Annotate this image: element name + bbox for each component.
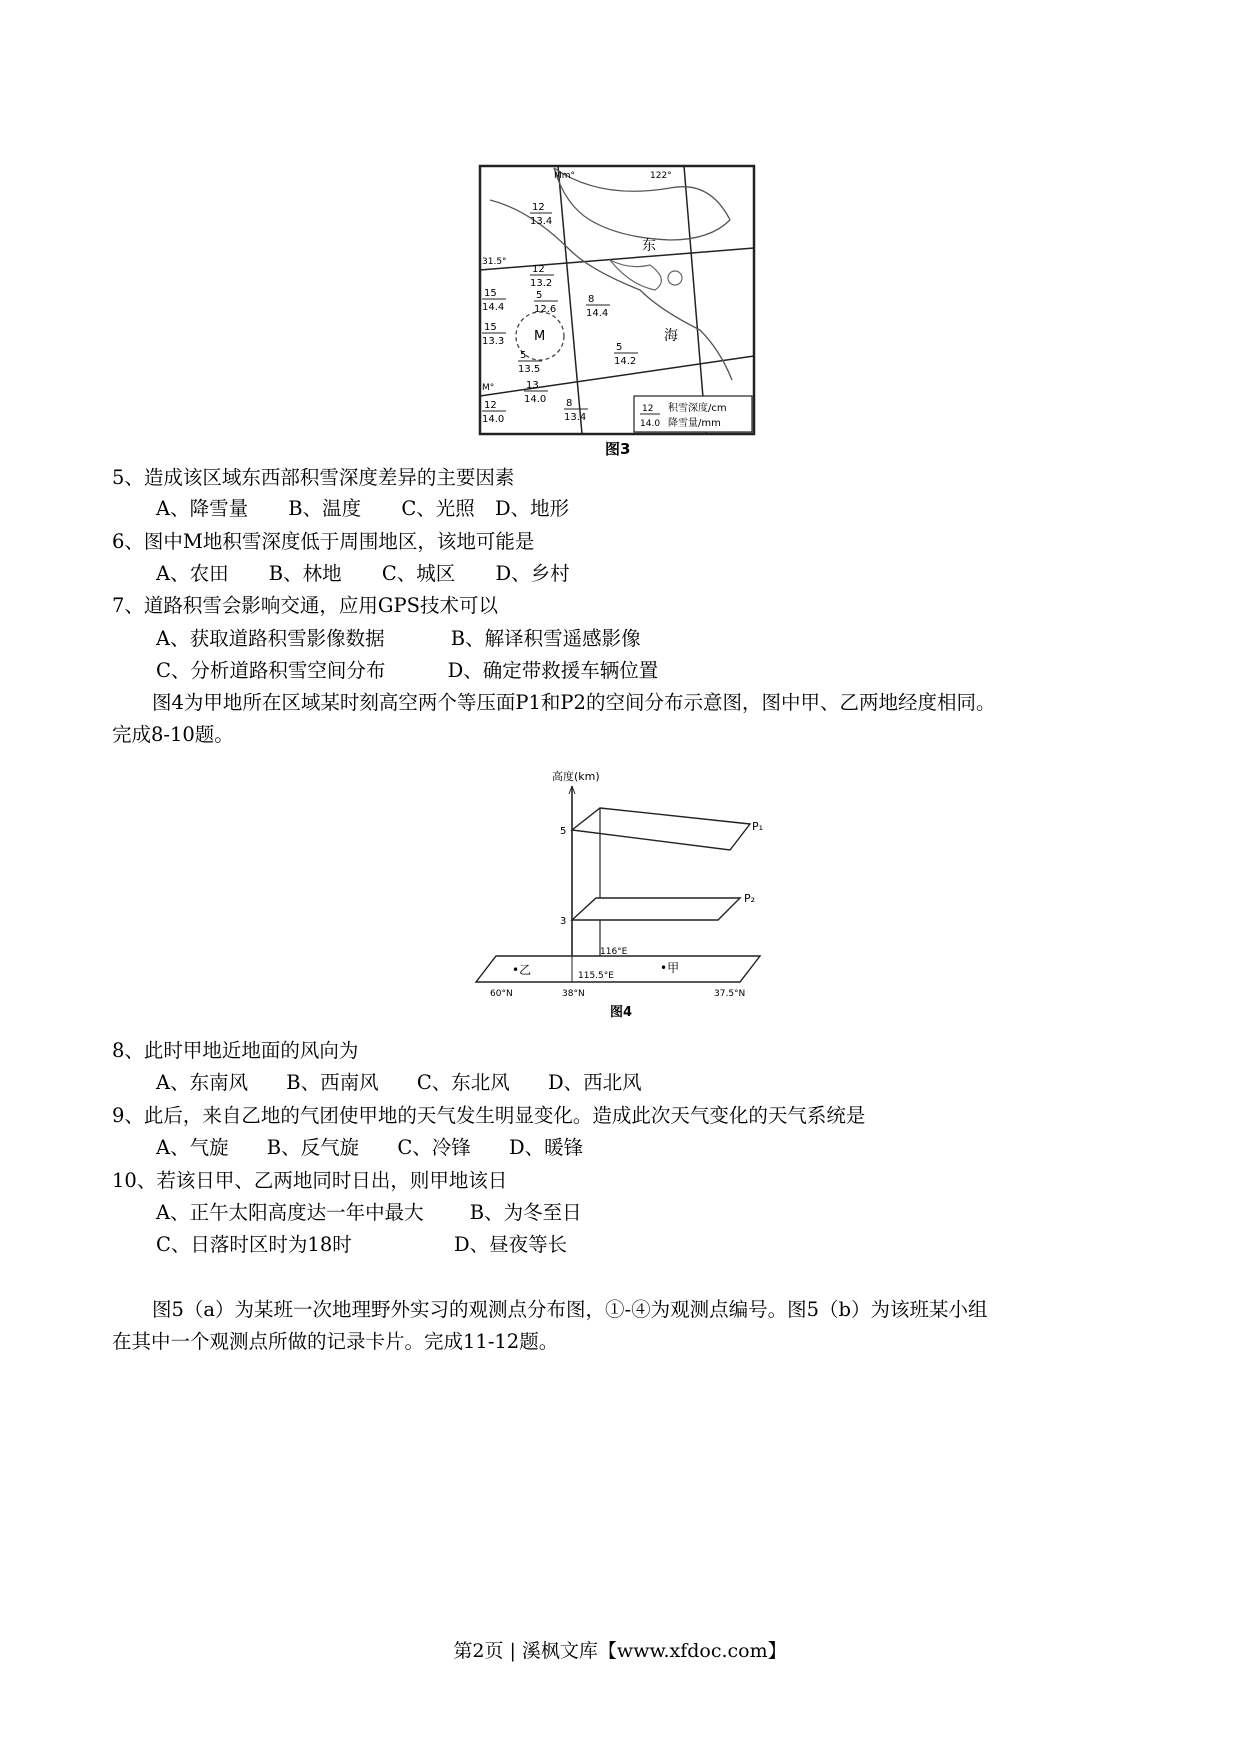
lon-bottom-label: 115.5°E <box>578 971 614 981</box>
y-axis-label: 高度(km) <box>552 770 600 783</box>
option-c: C、东北风 <box>416 1071 510 1094</box>
point-m-label: M <box>534 329 546 344</box>
station-depth: 12 <box>532 264 545 275</box>
question-7-stem: 7、道路积雪会影响交通，应用GPS技术可以 <box>112 594 498 617</box>
station-depth: 13 <box>526 380 539 391</box>
station-precip: 13.2 <box>530 278 553 289</box>
yi-location-label: •乙 <box>512 963 532 977</box>
question-10-options-row1 <box>156 1198 582 1228</box>
option-d: D、暖锋 <box>508 1136 584 1159</box>
p1-label: P₁ <box>752 820 764 833</box>
figure-5-intro-line2: 在其中一个观测点所做的记录卡片。完成11-12题。 <box>112 1330 559 1353</box>
figure-4-intro-line2: 完成8-10题。 <box>112 723 234 746</box>
question-6-options <box>156 559 570 589</box>
sea-label-sea: 海 <box>664 328 678 344</box>
station-depth: 8 <box>588 294 595 305</box>
option-a: A、农田 <box>156 562 229 585</box>
figure-4-intro-line1: 图4为甲地所在区域某时刻高空两个等压面P1和P2的空间分布示意图，图中甲、乙两地经度相同。 <box>152 691 996 714</box>
tick-3-label: 3 <box>560 916 567 927</box>
station-precip: 12.6 <box>534 304 557 315</box>
option-c: C、分析道路积雪空间分布 <box>156 659 386 682</box>
station-depth: 8 <box>566 398 573 409</box>
option-b: B、林地 <box>268 562 342 585</box>
tick-5-label: 5 <box>560 826 567 837</box>
question-7-options-row1 <box>156 624 641 654</box>
option-b: B、反气旋 <box>266 1136 360 1159</box>
option-c: C、日落时区时为18时 <box>156 1233 352 1256</box>
jia-location-label: •甲 <box>660 961 680 975</box>
station-depth: 5 <box>520 350 527 361</box>
option-d: D、西北风 <box>547 1071 642 1094</box>
option-b: B、温度 <box>288 497 362 520</box>
map-frame <box>480 166 754 434</box>
question-10-options-row2 <box>156 1230 567 1260</box>
p2-surface <box>572 898 740 920</box>
figure-3-caption: 图3 <box>605 440 631 458</box>
station-precip: 13.5 <box>518 364 541 375</box>
option-a: A、降雪量 <box>156 497 249 520</box>
option-a: A、获取道路积雪影像数据 <box>156 627 385 650</box>
station-precip: 14.0 <box>524 394 547 405</box>
option-b: B、为冬至日 <box>469 1201 582 1224</box>
station-precip: 13.4 <box>564 412 587 423</box>
top-label: Mm° <box>554 171 576 181</box>
latitude-label: M° <box>482 383 495 393</box>
station-depth: 15 <box>484 322 497 333</box>
station-precip: 13.3 <box>482 336 505 347</box>
option-b: B、西南风 <box>286 1071 379 1094</box>
lat-right-label: 37.5°N <box>714 989 746 999</box>
question-9-options <box>156 1133 583 1163</box>
question-6-stem: 6、图中M地积雪深度低于周围地区，该地可能是 <box>112 530 535 553</box>
option-a: A、东南风 <box>156 1071 249 1094</box>
figure-5-intro-line1: 图5（a）为某班一次地理野外实习的观测点分布图，①-④为观测点编号。图5（b）为该班某小组 <box>152 1298 988 1321</box>
lat-left-label: 60°N <box>490 989 513 999</box>
longitude-label: 122° <box>650 171 672 181</box>
p1-surface <box>572 808 750 850</box>
option-d: D、乡村 <box>495 562 570 585</box>
option-c: C、光照 <box>401 497 475 520</box>
legend-sample-precip: 14.0 <box>640 419 661 429</box>
station-precip: 14.4 <box>482 302 505 313</box>
question-8-options <box>156 1068 642 1098</box>
sea-label-east: 东 <box>642 238 656 254</box>
station-depth: 15 <box>484 288 497 299</box>
p2-label: P₂ <box>744 892 756 905</box>
option-a: A、正午太阳高度达一年中最大 <box>156 1201 424 1224</box>
station-depth: 12 <box>484 400 497 411</box>
latitude-label: 31.5° <box>482 257 507 267</box>
option-d: D、确定带救援车辆位置 <box>447 659 659 682</box>
lat-mid-label: 38°N <box>562 989 585 999</box>
figure-3-svg <box>470 160 770 460</box>
lon-top-label: 116°E <box>600 947 628 957</box>
station-precip: 14.2 <box>614 356 637 367</box>
legend-sample-depth: 12 <box>642 404 654 414</box>
option-b: B、解译积雪遥感影像 <box>450 627 641 650</box>
option-d: D、昼夜等长 <box>453 1233 568 1256</box>
figure-4-svg <box>460 760 780 1020</box>
figure-4-caption: 图4 <box>610 1005 633 1020</box>
question-9-stem: 9、此后，来自乙地的气团使甲地的天气发生明显变化。造成此次天气变化的天气系统是 <box>112 1104 866 1127</box>
question-5-options <box>156 494 569 524</box>
station-precip: 13.4 <box>530 216 553 227</box>
station-precip: 14.0 <box>482 414 505 425</box>
station-precip: 14.4 <box>586 308 609 319</box>
legend-precip-label: 降雪量/mm <box>668 418 721 429</box>
station-depth: 5 <box>536 290 543 301</box>
figure-4-diagram <box>460 760 780 1020</box>
question-10-stem: 10、若该日甲、乙两地同时日出，则甲地该日 <box>112 1169 508 1192</box>
station-depth: 12 <box>532 202 545 213</box>
option-d: D、地形 <box>494 497 570 520</box>
legend-box <box>634 396 752 432</box>
question-7-options-row2 <box>156 656 658 686</box>
station-depth: 5 <box>616 342 623 353</box>
figure-3-map <box>470 160 770 460</box>
legend-depth-label: 积雪深度/cm <box>668 403 727 414</box>
option-a: A、气旋 <box>156 1136 229 1159</box>
question-5-stem: 5、造成该区域东西部积雪深度差异的主要因素 <box>112 466 515 489</box>
page-footer: 第2页 | 溪枫文库【www.xfdoc.com】 <box>453 1640 787 1662</box>
question-8-stem: 8、此时甲地近地面的风向为 <box>112 1039 359 1062</box>
option-c: C、冷锋 <box>397 1136 471 1159</box>
option-c: C、城区 <box>381 562 456 585</box>
